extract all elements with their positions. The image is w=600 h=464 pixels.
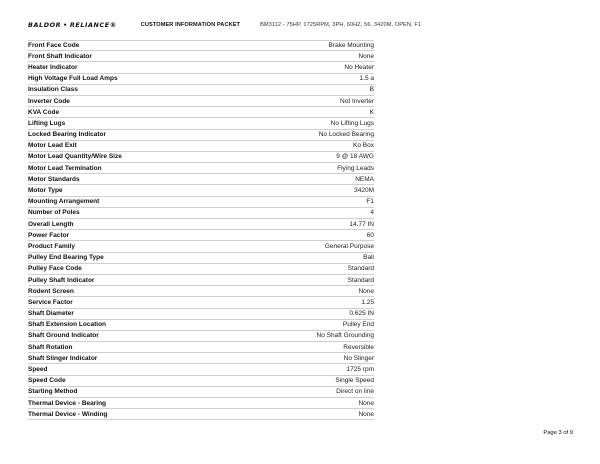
spec-label: Insulation Class — [28, 86, 78, 94]
spec-label: Locked Bearing Indicator — [28, 131, 107, 139]
spec-label: Power Factor — [28, 231, 70, 239]
spec-row — [28, 297, 374, 308]
spec-value: 14.77 IN — [349, 220, 374, 228]
spec-value: 60 — [366, 231, 374, 239]
spec-label: Speed — [28, 366, 48, 374]
spec-label: Motor Lead Exit — [28, 142, 77, 150]
spec-value: Brake Mounting — [328, 42, 374, 50]
spec-value: Standard — [347, 265, 374, 273]
spec-row — [28, 96, 374, 107]
spec-value: None — [358, 399, 374, 407]
spec-value: None — [358, 410, 374, 418]
spec-row — [28, 185, 374, 196]
spec-row — [28, 208, 374, 219]
document-header — [28, 19, 588, 31]
page-number: Page 3 of 9 — [543, 430, 573, 436]
spec-label: Front Face Code — [28, 42, 80, 50]
spec-value: No Shaft Grounding — [316, 332, 374, 340]
spec-value: No Lifting Lugs — [330, 119, 374, 127]
spec-row — [28, 219, 374, 230]
spec-value: 9 @ 18 AWG — [336, 153, 374, 161]
spec-value: 0.625 IN — [349, 310, 374, 318]
spec-label: Motor Type — [28, 187, 63, 195]
spec-label: Shaft Extension Location — [28, 321, 107, 329]
spec-label: Thermal Device - Bearing — [28, 399, 107, 407]
spec-label: High Voltage Full Load Amps — [28, 75, 118, 83]
spec-row — [28, 174, 374, 185]
spec-row — [28, 353, 374, 364]
spec-value: None — [358, 287, 374, 295]
spec-value: Not Inverter — [340, 97, 374, 105]
spec-row — [28, 163, 374, 174]
spec-value: Ko Box — [353, 142, 374, 150]
spec-row — [28, 130, 374, 141]
spec-label: Thermal Device - Winding — [28, 410, 108, 418]
spec-label: Shaft Rotation — [28, 343, 73, 351]
spec-value: Standard — [347, 276, 374, 284]
spec-value: 1725 rpm — [346, 366, 374, 374]
spec-value: 1.25 — [361, 298, 374, 306]
spec-label: Shaft Slinger Indicator — [28, 354, 98, 362]
spec-label: Motor Lead Quantity/Wire Size — [28, 153, 122, 161]
packet-title: CUSTOMER INFORMATION PACKET — [140, 22, 241, 28]
spec-label: Number of Poles — [28, 209, 80, 217]
brand-separator: • — [63, 21, 68, 29]
spec-row — [28, 107, 374, 118]
spec-row — [28, 309, 374, 320]
spec-label: Pulley Face Code — [28, 265, 82, 273]
brand-name-reliance: RELIANCE® — [69, 21, 117, 29]
spec-row — [28, 387, 374, 398]
spec-label: Heater Indicator — [28, 63, 78, 71]
spec-row — [28, 286, 374, 297]
spec-value: No Locked Bearing — [318, 131, 374, 139]
spec-row — [28, 197, 374, 208]
spec-value: Flying Leads — [337, 164, 374, 172]
spec-row — [28, 230, 374, 241]
spec-value: No Heater — [344, 63, 374, 71]
spec-row — [28, 40, 374, 51]
spec-label: Motor Standards — [28, 175, 80, 183]
spec-value: 1.5 a — [359, 75, 374, 83]
spec-row — [28, 141, 374, 152]
spec-row — [28, 51, 374, 62]
spec-value: 3420M — [354, 187, 374, 195]
spec-label: Starting Method — [28, 388, 78, 396]
spec-label: Pulley Shaft Indicator — [28, 276, 95, 284]
spec-value: NEMA — [355, 175, 374, 183]
spec-row — [28, 398, 374, 409]
spec-label: Product Family — [28, 242, 75, 250]
spec-value: No Slinger — [343, 354, 374, 362]
spec-label: Pulley End Bearing Type — [28, 254, 104, 262]
spec-value: B — [369, 86, 374, 94]
spec-row — [28, 253, 374, 264]
spec-label: Service Factor — [28, 298, 73, 306]
spec-label: Motor Lead Termination — [28, 164, 102, 172]
spec-row — [28, 364, 374, 375]
spec-value: Pulley End — [342, 321, 374, 329]
spec-table — [28, 40, 374, 420]
brand-logo — [28, 21, 117, 29]
spec-label: Front Shaft Indicator — [28, 52, 92, 60]
spec-row — [28, 342, 374, 353]
spec-row — [28, 409, 374, 420]
spec-row — [28, 320, 374, 331]
spec-value: Reversible — [343, 343, 374, 351]
spec-value: Ball — [363, 254, 374, 262]
spec-row — [28, 118, 374, 129]
spec-row — [28, 62, 374, 73]
spec-label: Shaft Ground Indicator — [28, 332, 99, 340]
spec-row — [28, 275, 374, 286]
brand-name-baldor: BALDOR — [28, 21, 62, 29]
spec-value: None — [358, 52, 374, 60]
spec-value: Single Speed — [335, 377, 374, 385]
spec-row — [28, 152, 374, 163]
spec-label: Lifting Lugs — [28, 119, 66, 127]
spec-label: Mounting Arrangement — [28, 198, 100, 206]
spec-row — [28, 264, 374, 275]
spec-label: Overall Length — [28, 220, 74, 228]
spec-label: KVA Code — [28, 108, 60, 116]
spec-label: Rodent Screen — [28, 287, 74, 295]
spec-value: K — [369, 108, 374, 116]
spec-value: Direct on line — [336, 388, 374, 396]
spec-value: General Purpose — [324, 242, 374, 250]
spec-value: F1 — [366, 198, 374, 206]
catalog-description: BM3112 - 75HP, 1725RPM, 3PH, 60HZ, 56, 3420M, OPEN, F1 — [260, 22, 422, 28]
spec-row — [28, 85, 374, 96]
spec-label: Inverter Code — [28, 97, 70, 105]
spec-label: Shaft Diameter — [28, 310, 74, 318]
spec-label: Speed Code — [28, 377, 66, 385]
spec-row — [28, 331, 374, 342]
spec-value: 4 — [370, 209, 374, 217]
spec-row — [28, 74, 374, 85]
spec-row — [28, 241, 374, 252]
spec-row — [28, 376, 374, 387]
